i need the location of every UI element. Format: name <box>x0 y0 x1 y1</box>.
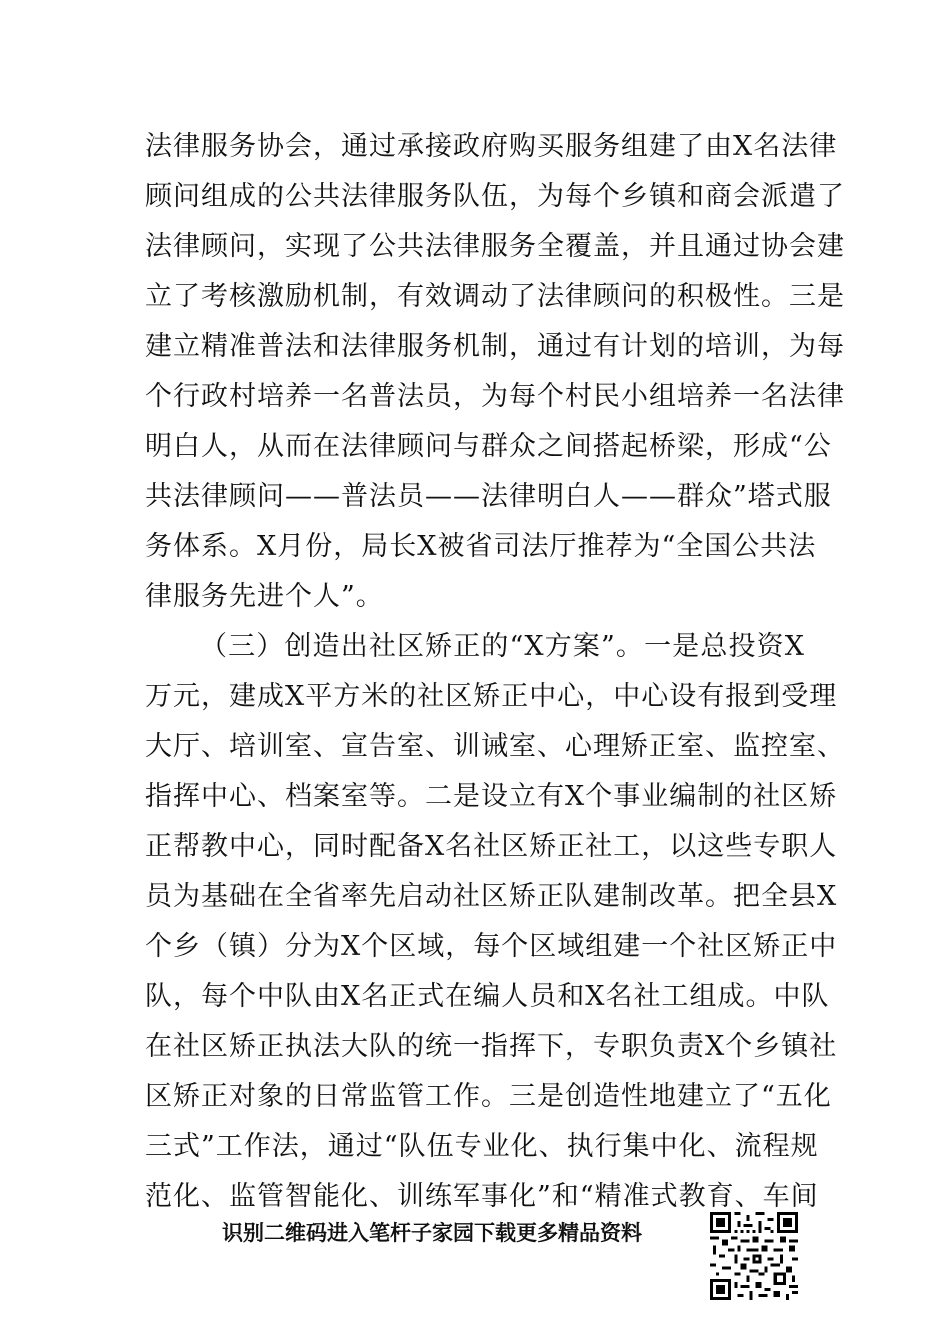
body-line: 顾问组成的公共法律服务队伍，为每个乡镇和商会派遣了 <box>145 181 845 212</box>
qr-code-icon[interactable] <box>710 1212 798 1300</box>
body-line: 律服务先进个人”。 <box>145 581 384 612</box>
body-line: 建立精准普法和法律服务机制，通过有计划的培训，为每 <box>145 331 845 362</box>
body-line: 大厅、培训室、宣告室、训诫室、心理矫正室、监控室、 <box>145 731 845 762</box>
body-line: 范化、监管智能化、训练军事化”和“精准式教育、车间 <box>145 1181 819 1212</box>
body-line: 务体系。X月份，局长X被省司法厅推荐为“全国公共法 <box>145 531 817 562</box>
body-line: 明白人，从而在法律顾问与群众之间搭起桥梁，形成“公 <box>145 431 832 462</box>
body-line: 三式”工作法，通过“队伍专业化、执行集中化、流程规 <box>145 1131 819 1162</box>
body-line: 指挥中心、档案室等。二是设立有X个事业编制的社区矫 <box>145 781 838 812</box>
body-line: 法律服务协会，通过承接政府购买服务组建了由X名法律 <box>145 131 838 162</box>
body-line: 区矫正对象的日常监管工作。三是创造性地建立了“五化 <box>145 1081 832 1112</box>
section-heading-line: （三）创造出社区矫正的“X方案”。一是总投资X <box>200 631 805 662</box>
body-line: 立了考核激励机制，有效调动了法律顾问的积极性。三是 <box>145 281 845 312</box>
body-line: 个行政村培养一名普法员，为每个村民小组培养一名法律 <box>145 381 845 412</box>
footer-promo-text: 识别二维码进入笔杆子家园下载更多精品资料 <box>222 1221 642 1245</box>
body-line: 法律顾问，实现了公共法律服务全覆盖，并且通过协会建 <box>145 231 845 262</box>
body-line: 共法律顾问——普法员——法律明白人——群众”塔式服 <box>145 481 832 512</box>
body-line: 在社区矫正执法大队的统一指挥下，专职负责X个乡镇社 <box>145 1031 838 1062</box>
body-line: 队，每个中队由X名正式在编人员和X名社工组成。中队 <box>145 981 830 1012</box>
body-line: 员为基础在全省率先启动社区矫正队建制改革。把全县X <box>145 881 838 912</box>
body-line: 正帮教中心，同时配备X名社区矫正社工，以这些专职人 <box>145 831 838 862</box>
body-line: 万元，建成X平方米的社区矫正中心，中心设有报到受理 <box>145 681 838 712</box>
body-line: 个乡（镇）分为X个区域，每个区域组建一个社区矫正中 <box>145 931 838 962</box>
